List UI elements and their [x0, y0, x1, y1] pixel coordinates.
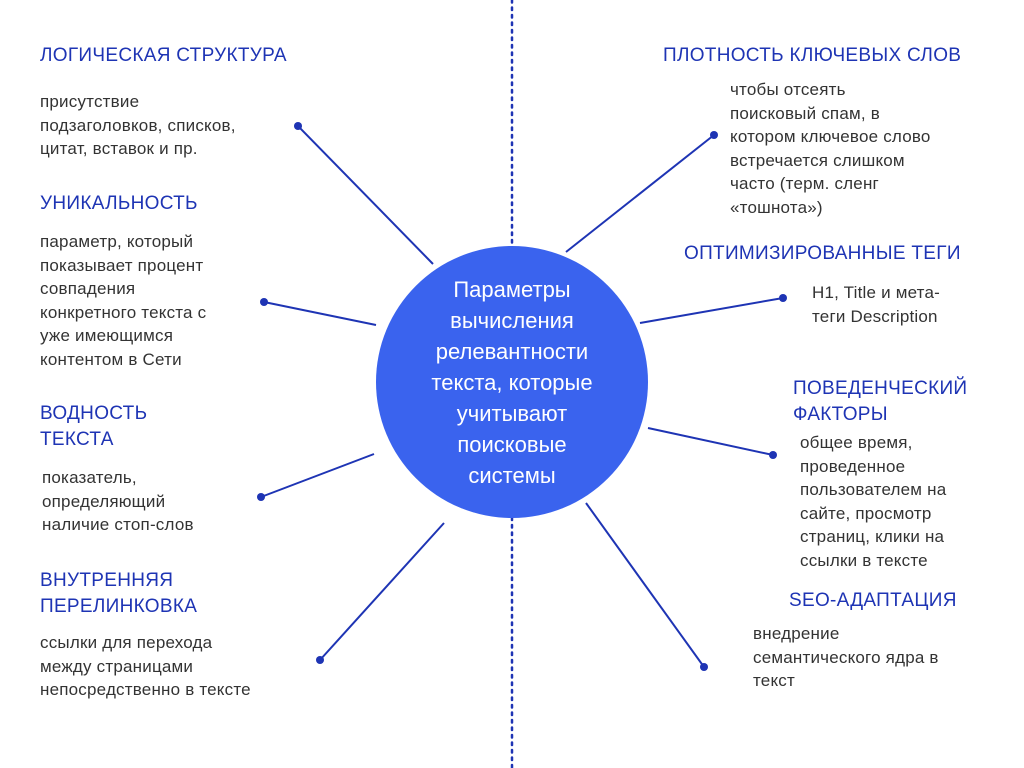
connector-endpoint-dot	[700, 663, 708, 671]
title-internal-linking: ВНУТРЕННЯЯ ПЕРЕЛИНКОВКА	[40, 570, 198, 617]
connector-internal-linking	[316, 523, 444, 664]
desc-uniqueness: параметр, который показывает процент совпадения конкретного текста с уже имеющимся контентом в Сети	[40, 232, 207, 369]
connector-endpoint-dot	[710, 131, 718, 139]
title-keyword-density: ПЛОТНОСТЬ КЛЮЧЕВЫХ СЛОВ	[663, 45, 962, 66]
desc-internal-linking: ссылки для перехода между страницами непосредственно в тексте	[40, 633, 251, 699]
connector-behavioral-factors	[648, 428, 777, 459]
connector-optimized-tags	[640, 294, 787, 323]
desc-logical-structure: присутствие подзаголовков, списков, цитат, вставок и пр.	[40, 92, 236, 158]
connector-endpoint-dot	[769, 451, 777, 459]
connector-endpoint-dot	[260, 298, 268, 306]
desc-optimized-tags: H1, Title и мета- теги Description	[812, 283, 940, 326]
connector-line	[648, 428, 773, 455]
central-hub-circle	[376, 246, 648, 518]
connector-endpoint-dot	[294, 122, 302, 130]
connector-seo-adaptation	[586, 503, 708, 671]
desc-behavioral-factors: общее время, проведенное пользователем на сайте, просмотр страниц, клики на ссылки в тексте	[800, 433, 947, 570]
connector-line	[298, 126, 433, 264]
connector-endpoint-dot	[779, 294, 787, 302]
desc-seo-adaptation: внедрение семантического ядра в текст	[753, 624, 939, 690]
desc-water-content: показатель, определяющий наличие стоп-слов	[42, 468, 194, 534]
connector-line	[640, 298, 783, 323]
title-optimized-tags: ОПТИМИЗИРОВАННЫЕ ТЕГИ	[684, 243, 961, 264]
title-seo-adaptation: SEO-АДАПТАЦИЯ	[789, 590, 957, 611]
connector-endpoint-dot	[316, 656, 324, 664]
title-uniqueness: УНИКАЛЬНОСТЬ	[40, 193, 198, 214]
connector-logical-structure	[294, 122, 433, 264]
connector-line	[566, 135, 714, 252]
connector-line	[320, 523, 444, 660]
title-logical-structure: ЛОГИЧЕСКАЯ СТРУКТУРА	[40, 45, 287, 66]
connector-endpoint-dot	[257, 493, 265, 501]
desc-keyword-density: чтобы отсеять поисковый спам, в котором ключевое слово встречается слишком часто (терм. сленг «тошнота»)	[730, 80, 931, 217]
hub-label: Параметры вычисления релевантности текста, которые учитывают поисковые системы	[431, 276, 593, 488]
connector-water-content	[257, 454, 374, 501]
title-behavioral-factors: ПОВЕДЕНЧЕСКИЙ ФАКТОРЫ	[793, 378, 968, 425]
connector-line	[261, 454, 374, 497]
connector-keyword-density	[566, 131, 718, 252]
connector-line	[586, 503, 704, 667]
connector-uniqueness	[260, 298, 376, 325]
title-water-content: ВОДНОСТЬ ТЕКСТА	[40, 403, 148, 450]
connector-line	[264, 302, 376, 325]
